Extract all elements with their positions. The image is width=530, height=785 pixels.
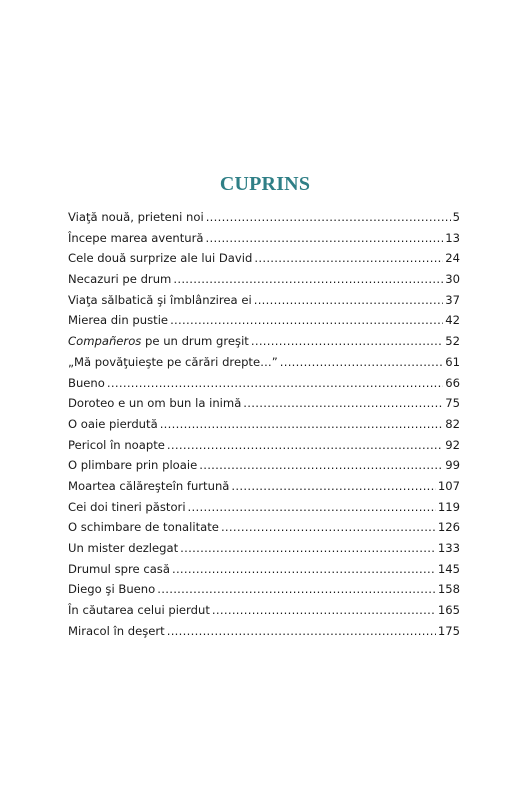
entry-page-number: 5 — [452, 210, 460, 224]
entry-title — [68, 331, 249, 352]
dot-leader — [251, 331, 443, 352]
entry-page-number: 37 — [445, 292, 460, 307]
toc-list — [68, 207, 460, 641]
entry-title-rest: pe un drum greşit — [141, 334, 249, 349]
dot-leader — [231, 476, 435, 497]
dot-leader — [221, 517, 436, 538]
entry-title: În căutarea celui pierdut — [68, 603, 210, 618]
entry-page-number: 66 — [445, 375, 460, 390]
entry-title: Mierea din pustie — [68, 313, 169, 328]
dot-leader — [254, 248, 443, 269]
toc-entry — [68, 352, 460, 373]
toc-entry — [68, 497, 460, 518]
toc-entry — [68, 476, 460, 497]
toc-entry — [68, 228, 460, 249]
toc-entry — [68, 269, 460, 290]
entry-title: Pericol în noapte — [68, 437, 165, 452]
dot-leader — [206, 228, 444, 249]
entry-title: Miracol în deşert — [68, 623, 165, 638]
entry-title: Drumul spre casă — [68, 561, 170, 576]
entry-title: Diego şi Bueno — [68, 582, 156, 597]
toc-title: CUPRINS — [219, 173, 311, 196]
entry-page-number: 119 — [437, 499, 460, 514]
dot-leader — [107, 373, 443, 394]
toc-entry — [68, 600, 460, 621]
entry-title: O plimbare prin ploaie — [68, 458, 198, 473]
entry-page-number: 61 — [445, 354, 460, 369]
entry-page-number: 30 — [445, 272, 460, 287]
toc-entry — [68, 538, 460, 559]
toc-entry — [68, 435, 460, 456]
dot-leader — [188, 497, 436, 518]
dot-leader — [173, 269, 443, 290]
dot-leader — [206, 207, 451, 228]
entry-page-number: 145 — [437, 561, 460, 576]
entry-page-number: 24 — [445, 251, 460, 266]
entry-page-number: 158 — [437, 582, 460, 597]
dot-leader — [254, 290, 444, 311]
toc-entry — [68, 373, 460, 394]
toc-entry — [68, 579, 460, 600]
entry-title: Viaţa sălbatică şi îmblânzirea ei — [68, 292, 252, 307]
dot-leader — [160, 414, 444, 435]
entry-page-number: 75 — [445, 396, 460, 411]
dot-leader — [180, 538, 436, 559]
dot-leader — [172, 559, 436, 580]
entry-page-number: 13 — [445, 230, 460, 245]
entry-page-number: 52 — [445, 334, 460, 349]
toc-entry — [68, 517, 460, 538]
entry-page-number: 42 — [445, 313, 460, 328]
entry-page-number: 133 — [437, 541, 460, 555]
toc-entry — [68, 414, 460, 435]
dot-leader — [243, 393, 443, 414]
entry-title: Necazuri pe drum — [68, 272, 172, 287]
dot-leader — [157, 579, 436, 600]
dot-leader — [167, 435, 443, 456]
entry-title: Moartea călăreşteîn furtună — [68, 478, 230, 493]
entry-title: O oaie pierdută — [68, 416, 158, 431]
entry-title: Cei doi tineri păstori — [68, 499, 186, 514]
entry-title: O schimbare de tonalitate — [68, 520, 219, 535]
entry-page-number: 126 — [437, 520, 460, 535]
toc-entry — [68, 559, 460, 580]
toc-entry — [68, 248, 460, 269]
entry-title: Viaţă nouă, prieteni noi — [68, 210, 204, 224]
entry-title: Bueno — [68, 375, 105, 390]
entry-page-number: 99 — [445, 458, 460, 473]
entry-title: Doroteo e un om bun la inimă — [68, 396, 242, 411]
toc-entry — [68, 455, 460, 476]
entry-page-number: 107 — [437, 478, 460, 493]
dot-leader — [167, 621, 436, 642]
entry-page-number: 92 — [445, 437, 460, 452]
entry-title-italic: Compañeros — [68, 334, 142, 349]
dot-leader — [280, 352, 444, 373]
entry-title: Un mister dezlegat — [68, 541, 179, 555]
dot-leader — [170, 310, 443, 331]
toc-entry — [68, 331, 460, 352]
toc-entry — [68, 310, 460, 331]
dot-leader — [212, 600, 436, 621]
toc-entry — [68, 393, 460, 414]
entry-page-number: 82 — [445, 416, 460, 431]
dot-leader — [199, 455, 443, 476]
toc-entry — [68, 621, 460, 642]
entry-title: Cele două surprize ale lui David — [68, 251, 253, 266]
entry-page-number: 165 — [437, 603, 460, 618]
entry-title: Începe marea aventură — [68, 230, 204, 245]
toc-entry — [68, 207, 460, 228]
entry-page-number: 175 — [437, 623, 460, 638]
entry-title: „Mă povăţuieşte pe cărări drepte…” — [68, 354, 278, 369]
toc-entry — [68, 290, 460, 311]
